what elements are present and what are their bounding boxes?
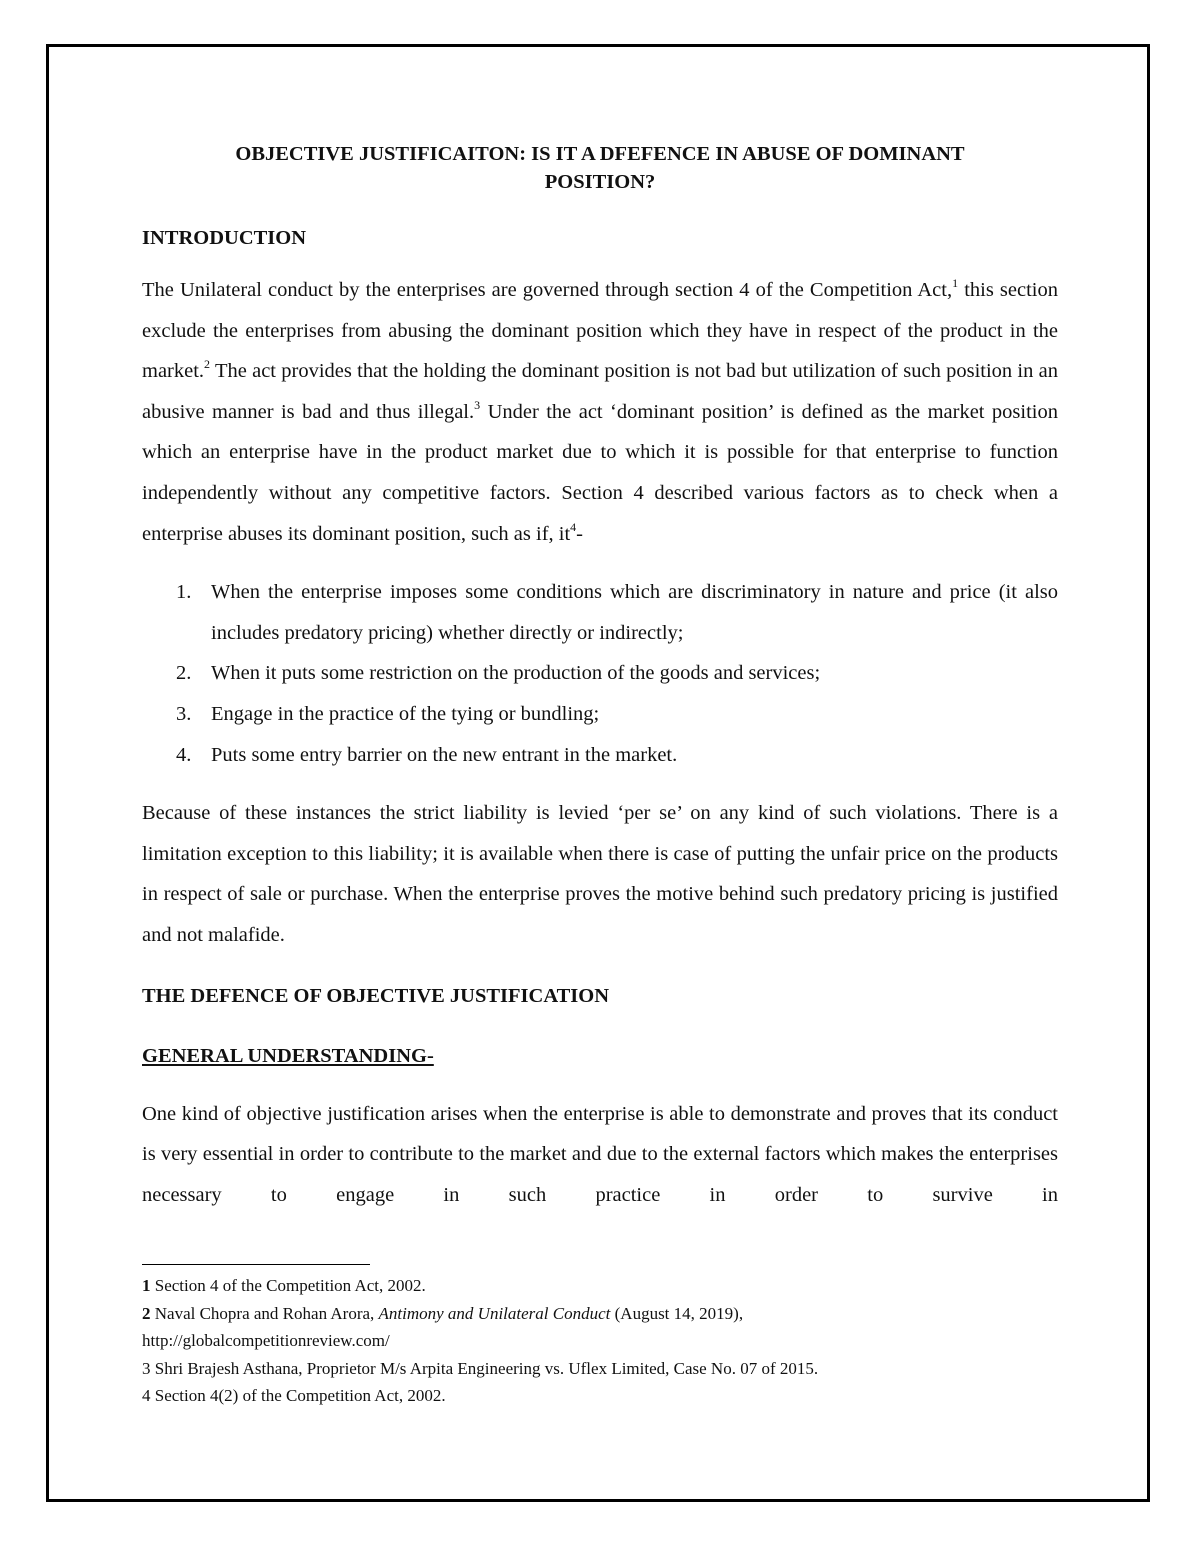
document-body (142, 140, 1058, 1215)
intro-text-5: - (576, 522, 583, 545)
footnote-title-italic: Antimony and Unilateral Conduct (378, 1303, 611, 1323)
document-title (142, 140, 1058, 196)
footnote-number: 2 (142, 1303, 151, 1323)
footnote-number: 3 (142, 1358, 151, 1378)
footnote-text: (August 14, 2019), (610, 1303, 744, 1323)
list-text: Engage in the practice of the tying or bundling; (211, 702, 600, 725)
footnote-3 (142, 1355, 1042, 1383)
introduction-heading: INTRODUCTION (142, 227, 307, 249)
footnote-number: 4 (142, 1386, 151, 1405)
intro-text-3: The act provides that the holding the dominant position is not bad but utilization of such position in an abusive manner is bad and thus illegal. (142, 360, 1058, 423)
list-text: When the enterprise imposes some conditions which are discriminatory in nature and price (it also includes predatory pricing) whether directly or indirectly; (211, 581, 1058, 644)
footnote-ref-2: 2 (204, 357, 211, 372)
list-item (142, 572, 1058, 653)
general-understanding-subheading: GENERAL UNDERSTANDING- (142, 1044, 434, 1067)
list-item (142, 653, 1058, 694)
footnote-text: Naval Chopra and Rohan Arora, (150, 1303, 379, 1323)
liability-paragraph: Because of these instances the strict liability is levied ‘per se’ on any kind of such violations. There is a limitation exception to this liability; it is available when there is case of putting the unfair price on the products in respect of sale or purchase. When the enterprise proves the motive behind such predatory pricing is justified and not malafide. (142, 802, 1058, 946)
footnote-text: Section 4 of the Competition Act, 2002. (150, 1276, 426, 1295)
footnote-url: http://globalcompetitionreview.com/ (142, 1331, 390, 1350)
footnote-ref-1: 1 (952, 276, 959, 291)
footnote-text: Section 4(2) of the Competition Act, 2002. (150, 1386, 446, 1405)
intro-text-1: The Unilateral conduct by the enterprises are governed through section 4 of the Competition Act, (142, 279, 953, 301)
defence-heading: THE DEFENCE OF OBJECTIVE JUSTIFICATION (142, 984, 610, 1007)
list-text: When it puts some restriction on the production of the goods and services; (211, 662, 821, 685)
footnote-4 (142, 1382, 1042, 1410)
abuse-factors-list (142, 572, 1058, 775)
list-number: 1. (176, 581, 192, 604)
intro-text-2: this section exclude the enterprises from abusing the dominant position which they have in respect of the product in the market. (142, 279, 1058, 383)
intro-text-4: Under the act ‘dominant position’ is defined as the market position which an enterprise have in the product market due to which it is possible for that enterprise to function independently without any competitive factors. Section 4 described various factors as to check when a enterprise abuses its dominant position, such as if, it (142, 400, 1058, 545)
footnotes (142, 1272, 1042, 1410)
footnote-number: 1 (142, 1276, 151, 1295)
footnote-2 (142, 1300, 1042, 1355)
list-text: Puts some entry barrier on the new entrant in the market. (211, 743, 678, 766)
footnote-ref-3: 3 (474, 397, 481, 412)
list-item (142, 735, 1058, 776)
title-line-1: OBJECTIVE JUSTIFICAITON: IS IT A DFEFENCE IN ABUSE OF DOMINANT (235, 143, 965, 165)
list-number: 2. (176, 662, 192, 685)
footnote-1 (142, 1272, 1042, 1300)
footnote-separator (142, 1264, 370, 1265)
title-line-2: POSITION? (544, 171, 656, 193)
list-number: 3. (176, 702, 192, 725)
list-number: 4. (176, 743, 192, 766)
list-item (142, 694, 1058, 735)
introduction-paragraph (142, 270, 1058, 554)
footnote-text: Shri Brajesh Asthana, Proprietor M/s Arpita Engineering vs. Uflex Limited, Case No. 07 of 2015. (150, 1358, 819, 1378)
footnote-ref-4: 4 (570, 519, 577, 534)
objective-justification-paragraph: One kind of objective justification arises when the enterprise is able to demonstrate and proves that its conduct is very essential in order to contribute to the market and due to the external factors which makes the enterprises necessary to engage in such practice in order to survive in (142, 1102, 1058, 1206)
